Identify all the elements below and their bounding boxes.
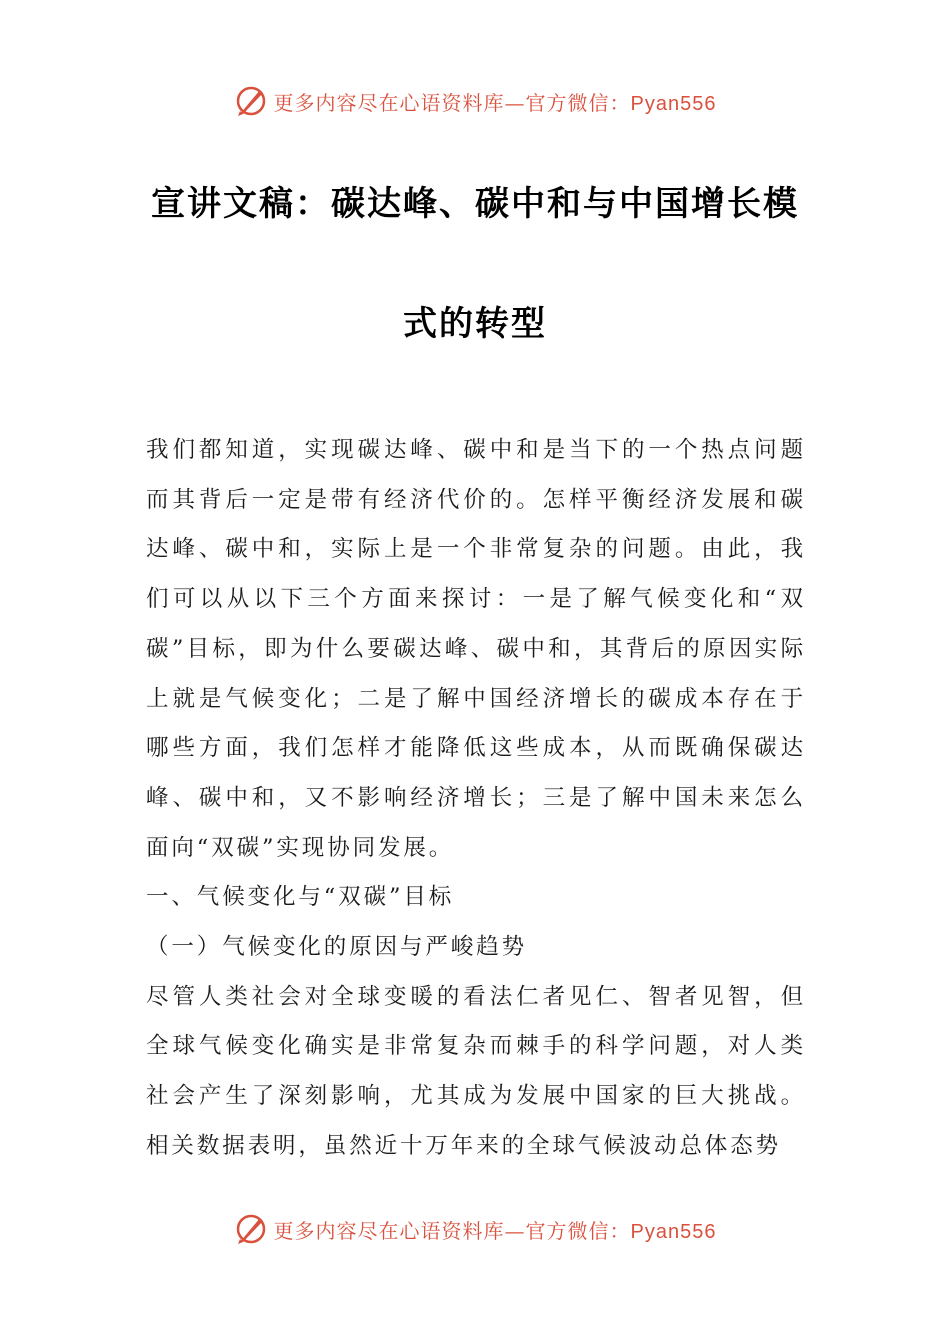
section-heading: 一、气候变化与“双碳”目标 — [146, 884, 455, 911]
watermark-text: 更多内容尽在心语资料库—官方微信：Pyan556 — [273, 1218, 717, 1243]
quill-pen-logo-icon — [234, 84, 268, 118]
intro-paragraph: 我们都知道，实现碳达峰、碳中和是当下的一个热点问题而其背后一定是带有经济代价的。怎样平衡经济发展和碳达峰、碳中和，实际上是一个非常复杂的问题。由此，我们可以从以下三个方面来探讨：一是了解气候变化和“双碳”目标，即为什么要碳达峰、碳中和，其背后的原因实际上就是气候变化；二是了解中国经济增长的碳成本存在于哪些方面，我们怎样才能降低这些成本，从而既确保碳达峰、碳中和，又不影响经济增长；三是了解中国未来怎么面向“双碳”实现协同发展。 — [146, 437, 806, 861]
quill-pen-logo-icon — [234, 1212, 268, 1246]
wechat-id: Pyan556 — [630, 92, 717, 115]
header-watermark — [0, 84, 950, 118]
document-title-line-2: 式的转型 — [403, 304, 547, 344]
body-paragraph: 尽管人类社会对全球变暖的看法仁者见仁、智者见智，但全球气候变化确实是非常复杂而棘手的科学问题，对人类社会产生了深刻影响，尤其成为发展中国家的巨大挑战。相关数据表明，虽然近十万年来的全球气候波动总体态势 — [146, 983, 806, 1159]
document-title-line-1: 宣讲文稿：碳达峰、碳中和与中国增长模 — [151, 184, 799, 224]
footer-watermark — [0, 1212, 950, 1246]
subsection-heading: （一）气候变化的原因与严峻趋势 — [146, 934, 528, 961]
watermark-text: 更多内容尽在心语资料库—官方微信：Pyan556 — [273, 90, 717, 115]
wechat-id: Pyan556 — [630, 1220, 717, 1243]
document-body — [146, 426, 806, 1172]
